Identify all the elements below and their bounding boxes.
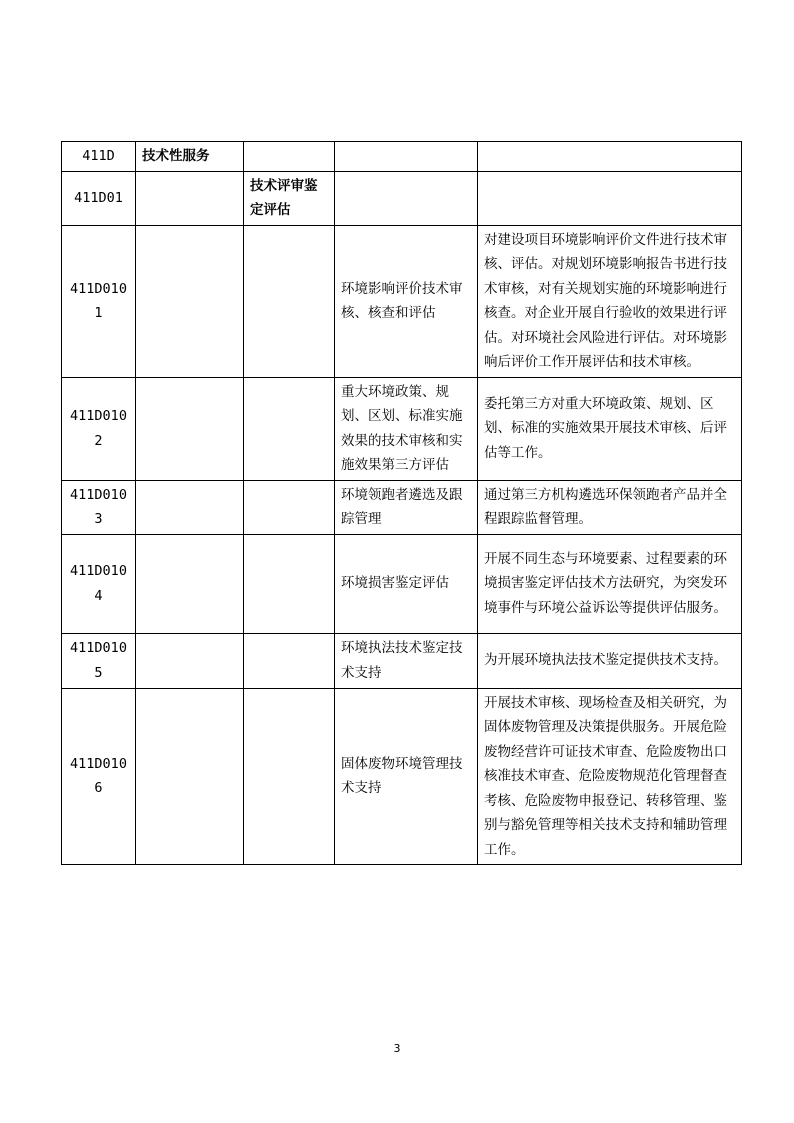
table-row <box>62 171 742 225</box>
level2-category <box>244 633 335 688</box>
item-name: 重大环境政策、规划、区划、标准实施效果的技术审核和实施效果第三方评估 <box>335 377 478 480</box>
page-number: 3 <box>393 1042 401 1055</box>
table-row <box>62 534 742 633</box>
level2-category <box>244 377 335 480</box>
item-description: 委托第三方对重大环境政策、规划、区划、标准的实施效果开展技术审核、后评估等工作。 <box>478 377 742 480</box>
level1-category <box>136 534 244 633</box>
item-name: 固体废物环境管理技术支持 <box>335 688 478 865</box>
item-name: 环境影响评价技术审核、核查和评估 <box>335 225 478 377</box>
item-description <box>478 142 742 172</box>
row-code: 411D0102 <box>62 377 136 480</box>
item-name <box>335 142 478 172</box>
level1-category <box>136 688 244 865</box>
level1-category <box>136 377 244 480</box>
level2-category <box>244 142 335 172</box>
table-row <box>62 377 742 480</box>
table-row <box>62 142 742 172</box>
table-row <box>62 225 742 377</box>
level2-category <box>244 534 335 633</box>
level2-category: 技术评审鉴定评估 <box>244 171 335 225</box>
row-code: 411D0101 <box>62 225 136 377</box>
table-row <box>62 688 742 865</box>
table-row <box>62 480 742 534</box>
level1-category <box>136 633 244 688</box>
level1-category <box>136 171 244 225</box>
row-code: 411D0104 <box>62 534 136 633</box>
item-description: 开展不同生态与环境要素、过程要素的环境损害鉴定评估技术方法研究，为突发环境事件与环境公益诉讼等提供评估服务。 <box>478 534 742 633</box>
level1-category: 技术性服务 <box>136 142 244 172</box>
item-description <box>478 171 742 225</box>
level2-category <box>244 225 335 377</box>
level1-category <box>136 225 244 377</box>
level2-category <box>244 480 335 534</box>
row-code: 411D01 <box>62 171 136 225</box>
row-code: 411D0106 <box>62 688 136 865</box>
item-name: 环境领跑者遴选及跟踪管理 <box>335 480 478 534</box>
row-code: 411D0103 <box>62 480 136 534</box>
service-catalog-table <box>61 141 742 865</box>
row-code: 411D <box>62 142 136 172</box>
item-name: 环境执法技术鉴定技术支持 <box>335 633 478 688</box>
item-name: 环境损害鉴定评估 <box>335 534 478 633</box>
item-description: 为开展环境执法技术鉴定提供技术支持。 <box>478 633 742 688</box>
item-description: 对建设项目环境影响评价文件进行技术审核、评估。对规划环境影响报告书进行技术审核，对有关规划实施的环境影响进行核查。对企业开展自行验收的效果进行评估。对环境社会风险进行评估。对环境影响后评价工作开展评估和技术审核。 <box>478 225 742 377</box>
table-row <box>62 633 742 688</box>
item-description: 通过第三方机构遴选环保领跑者产品并全程跟踪监督管理。 <box>478 480 742 534</box>
item-name <box>335 171 478 225</box>
item-description: 开展技术审核、现场检查及相关研究，为固体废物管理及决策提供服务。开展危险废物经营许可证技术审查、危险废物出口核准技术审查、危险废物规范化管理督查考核、危险废物申报登记、转移管理、鉴别与豁免管理等相关技术支持和辅助管理工作。 <box>478 688 742 865</box>
row-code: 411D0105 <box>62 633 136 688</box>
level2-category <box>244 688 335 865</box>
level1-category <box>136 480 244 534</box>
